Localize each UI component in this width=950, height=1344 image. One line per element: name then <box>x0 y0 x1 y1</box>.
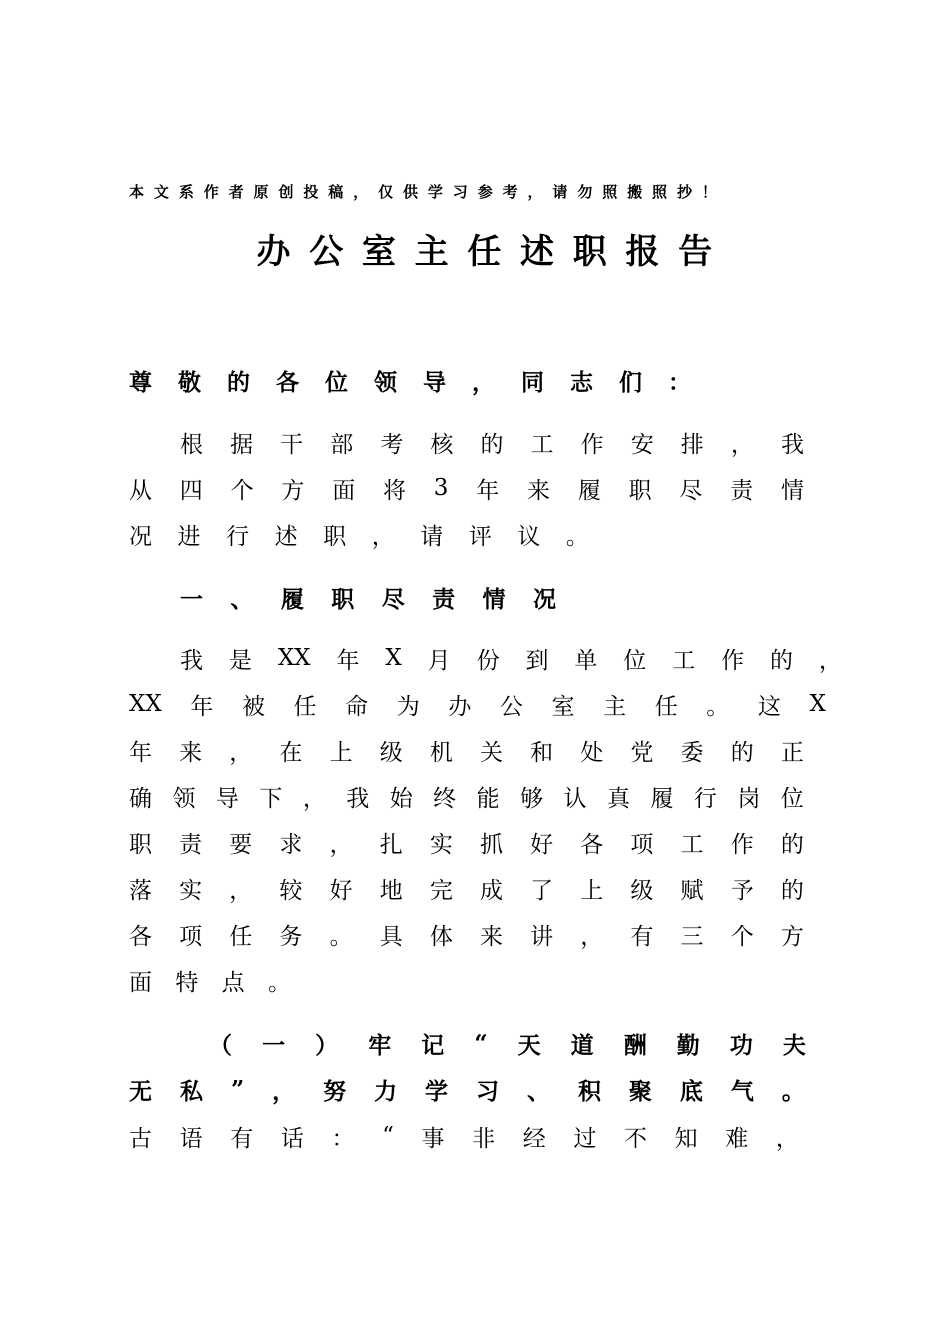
paragraph-3-line-1: 古 语 有 话 ： “ 事 非 经 过 不 知 难 ， <box>129 1123 799 1152</box>
paragraph-2-line-3: 年 来 ， 在 上 级 机 关 和 处 党 委 的 正 <box>129 739 804 766</box>
paragraph-2-line-7: 各 项 任 务 。 具 体 来 讲 ， 有 三 个 方 <box>129 923 804 950</box>
paragraph-2-line-8: 面 特 点 。 <box>129 969 291 996</box>
copyright-notice: 本 文 系 作 者 原 创 投 稿 ， 仅 供 学 习 参 考 ， 请 勿 照 搬 照 抄 ！ <box>129 182 717 201</box>
paragraph-2-line-4: 确 领 导 下 ， 我 始 终 能 够 认 真 履 行 岗 位 <box>129 785 804 812</box>
paragraph-2-line-1: 我 是 XX 年 X 月 份 到 单 位 工 作 的 ， <box>180 645 842 674</box>
salutation: 尊 敬 的 各 位 领 导 ， 同 志 们 ： <box>129 368 691 396</box>
paragraph-2-line-5: 职 责 要 求 ， 扎 实 抓 好 各 项 工 作 的 <box>129 831 804 858</box>
paragraph-2-line-2: XX 年 被 任 命 为 办 公 室 主 任 。 这 X <box>129 691 826 720</box>
paragraph-1-line-2: 从 四 个 方 面 将 3 年 来 履 职 尽 责 情 <box>129 475 804 504</box>
section-heading-1: 一 、 履 职 尽 责 情 况 <box>180 585 556 613</box>
document-title: 办公室主任述职报告 <box>256 232 731 272</box>
paragraph-1-line-3: 况 进 行 述 职 ， 请 评 议 。 <box>129 523 589 550</box>
subheading-1-line-1: （ 一 ） 牢 记 “ 天 道 酬 勤 功 夫 <box>209 1029 806 1059</box>
paragraph-1-line-1: 根 据 干 部 考 核 的 工 作 安 排 ， 我 <box>180 431 804 458</box>
subheading-1-line-2: 无 私 ” ， 努 力 学 习 、 积 聚 底 气 。 <box>129 1075 805 1105</box>
paragraph-2-line-6: 落 实 ， 较 好 地 完 成 了 上 级 赋 予 的 <box>129 877 804 904</box>
